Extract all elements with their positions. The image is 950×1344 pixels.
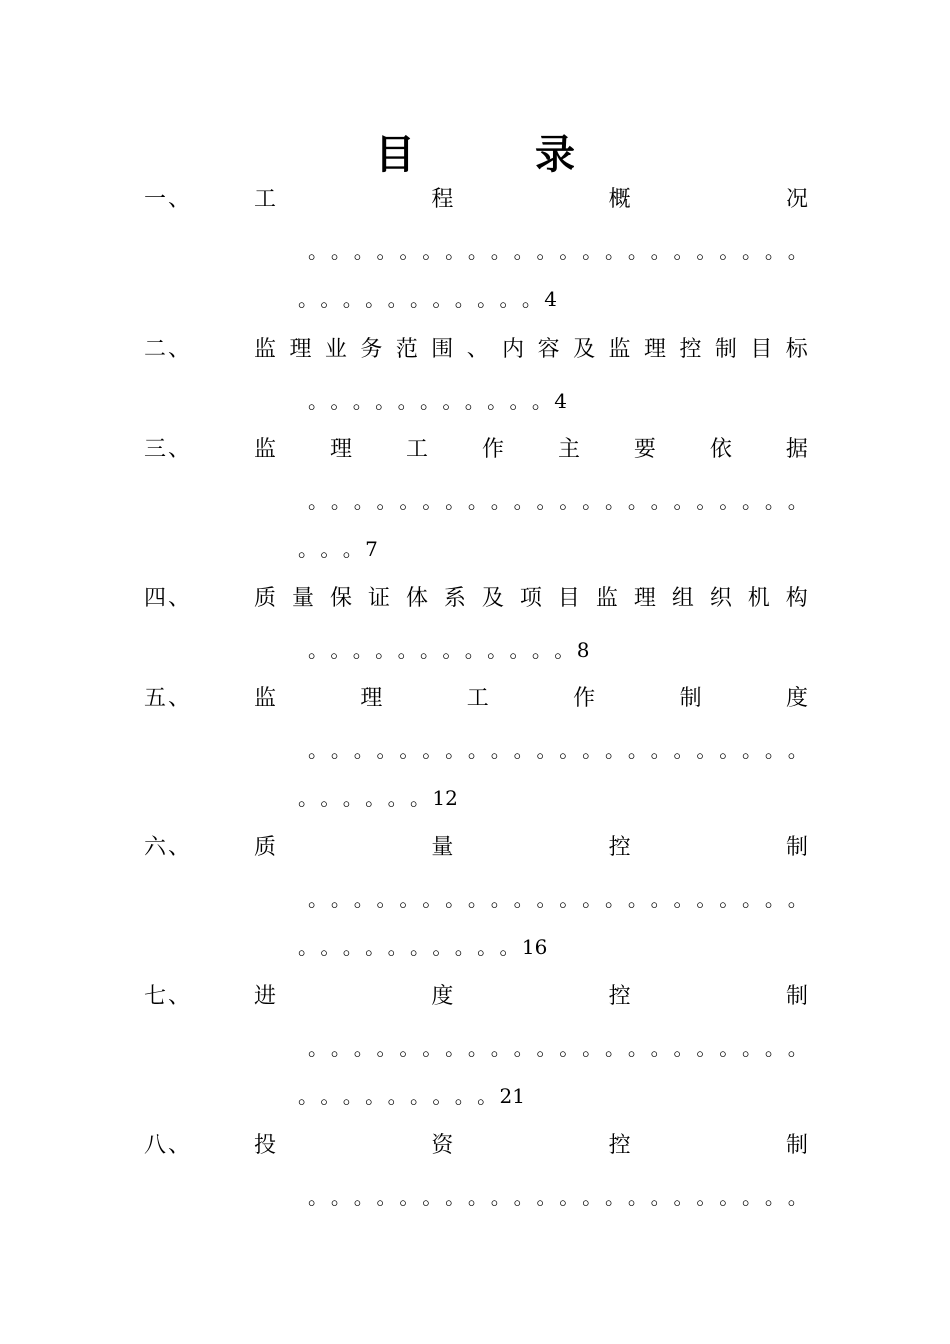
toc-title-char: 围 bbox=[431, 337, 454, 362]
toc-page-number: 21 bbox=[499, 1084, 525, 1108]
page-title bbox=[0, 125, 950, 185]
toc-entry-number: 一、 bbox=[144, 187, 193, 212]
toc-title-char: 工 bbox=[466, 686, 489, 711]
dot-leader-tail: 。 。 。 。 。 。 。 。 。 。 。 4 bbox=[298, 279, 557, 319]
toc-entry-number: 五、 bbox=[144, 686, 193, 711]
dot-leader-tail: 。 。 。 。 。 。 。 。 。 。 。 4 bbox=[308, 381, 567, 421]
toc-title-char: 监 bbox=[608, 337, 631, 362]
dot-leader-tail: 。 。 。 。 。 。 12 bbox=[298, 778, 458, 818]
toc-title-char: 内 bbox=[502, 337, 525, 362]
toc-title-char: 要 bbox=[633, 437, 656, 462]
toc-title-char: 投 bbox=[254, 1133, 277, 1158]
toc-title-char: 系 bbox=[443, 586, 466, 611]
toc-title-char: 量 bbox=[291, 586, 314, 611]
dot-leader: 。 。 。 。 。 。 。 。 。 。 。 。 。 。 。 。 。 。 。 。 。 。 bbox=[308, 239, 808, 263]
toc-entry-number: 六、 bbox=[144, 835, 193, 860]
toc-title-char: 据 bbox=[785, 437, 808, 462]
toc-title-char: 工 bbox=[254, 187, 277, 212]
page-title-char: 录 bbox=[535, 131, 575, 178]
toc-title-char: 控 bbox=[679, 337, 702, 362]
dot-leader: 。 。 。 。 。 。 。 。 。 。 。 。 。 。 。 。 。 。 。 。 。 。 bbox=[308, 1036, 808, 1060]
toc-title-char: 理 bbox=[329, 437, 352, 462]
toc-title-char: 证 bbox=[367, 586, 390, 611]
dot-leader: 。 。 。 。 。 。 。 。 。 。 。 。 。 。 。 。 。 。 。 。 。 。 bbox=[308, 1185, 808, 1209]
toc-entry-title bbox=[254, 977, 808, 1017]
toc-title-char: 目 bbox=[557, 586, 580, 611]
toc-title-char: 程 bbox=[431, 187, 454, 212]
toc-title-char: 制 bbox=[785, 1133, 808, 1158]
toc-page-number: 8 bbox=[576, 638, 590, 662]
toc-title-char: 作 bbox=[573, 686, 596, 711]
toc-title-char: 制 bbox=[785, 835, 808, 860]
toc-entry-title bbox=[254, 679, 808, 719]
toc-page-number: 4 bbox=[554, 389, 568, 413]
toc-title-char: 况 bbox=[785, 187, 808, 212]
toc-title-char: 监 bbox=[254, 437, 277, 462]
toc-title-char: 、 bbox=[466, 337, 489, 362]
toc-title-char: 监 bbox=[254, 686, 277, 711]
dot-leader: 。 。 。 。 。 。 。 。 。 。 。 。 。 。 。 。 。 。 。 。 。 。 bbox=[308, 887, 808, 911]
toc-entry-number: 七、 bbox=[144, 984, 193, 1009]
toc-entry-title bbox=[254, 828, 808, 868]
dot-leader-tail: 。 。 。 。 。 。 。 。 。 。 16 bbox=[298, 927, 547, 967]
toc-title-char: 机 bbox=[747, 586, 770, 611]
toc-title-char: 体 bbox=[405, 586, 428, 611]
toc-entry-title bbox=[254, 180, 808, 220]
toc-entry-title bbox=[254, 579, 808, 619]
toc-title-char: 容 bbox=[537, 337, 560, 362]
toc-title-char: 标 bbox=[785, 337, 808, 362]
toc-page-number: 4 bbox=[544, 287, 558, 311]
dot-leader: 。 。 。 。 。 。 。 。 。 。 。 。 。 。 。 。 。 。 。 。 。 。 bbox=[308, 738, 808, 762]
toc-title-char: 概 bbox=[608, 187, 631, 212]
toc-title-char: 控 bbox=[608, 1133, 631, 1158]
dot-leader: 。 。 。 。 。 。 。 。 。 。 。 。 。 。 。 。 。 。 。 。 。 。 bbox=[308, 489, 808, 513]
toc-entry-title bbox=[254, 430, 808, 470]
toc-title-char: 构 bbox=[785, 586, 808, 611]
toc-title-char: 工 bbox=[405, 437, 428, 462]
toc-title-char: 理 bbox=[289, 337, 312, 362]
toc-title-char: 质 bbox=[254, 835, 277, 860]
toc-entry-title bbox=[254, 1126, 808, 1166]
toc-title-char: 控 bbox=[608, 984, 631, 1009]
dot-leader-tail: 。 。 。 。 。 。 。 。 。 21 bbox=[298, 1076, 525, 1116]
toc-title-char: 项 bbox=[519, 586, 542, 611]
toc-title-char: 制 bbox=[714, 337, 737, 362]
toc-entry-number: 三、 bbox=[144, 437, 193, 462]
dot-leader-tail: 。 。 。 7 bbox=[298, 529, 378, 569]
toc-entry-title bbox=[254, 330, 808, 370]
toc-title-char: 及 bbox=[573, 337, 596, 362]
toc-title-char: 保 bbox=[329, 586, 352, 611]
toc-title-char: 理 bbox=[643, 337, 666, 362]
toc-title-char: 度 bbox=[431, 984, 454, 1009]
dot-leader-tail: 。 。 。 。 。 。 。 。 。 。 。 。 8 bbox=[308, 630, 589, 670]
toc-title-char: 务 bbox=[360, 337, 383, 362]
toc-title-char: 控 bbox=[608, 835, 631, 860]
toc-page-number: 7 bbox=[365, 537, 378, 561]
toc-page-number: 16 bbox=[521, 935, 548, 959]
toc-title-char: 主 bbox=[557, 437, 580, 462]
toc-title-char: 组 bbox=[671, 586, 694, 611]
toc-title-char: 进 bbox=[254, 984, 277, 1009]
toc-title-char: 度 bbox=[785, 686, 808, 711]
toc-title-char: 作 bbox=[481, 437, 504, 462]
toc-entry-number: 八、 bbox=[144, 1133, 193, 1158]
toc-title-char: 监 bbox=[254, 337, 277, 362]
toc-title-char: 业 bbox=[324, 337, 347, 362]
toc-title-char: 量 bbox=[431, 835, 454, 860]
toc-title-char: 制 bbox=[785, 984, 808, 1009]
toc-title-char: 及 bbox=[481, 586, 504, 611]
toc-title-char: 目 bbox=[750, 337, 773, 362]
toc-title-char: 范 bbox=[395, 337, 418, 362]
toc-title-char: 监 bbox=[595, 586, 618, 611]
toc-title-char: 质 bbox=[254, 586, 277, 611]
toc-title-char: 制 bbox=[679, 686, 702, 711]
toc-title-char: 资 bbox=[431, 1133, 454, 1158]
toc-title-char: 织 bbox=[709, 586, 732, 611]
toc-entry-number: 四、 bbox=[144, 586, 193, 611]
toc-title-char: 理 bbox=[360, 686, 383, 711]
toc-title-char: 依 bbox=[709, 437, 732, 462]
toc-entry-number: 二、 bbox=[144, 337, 193, 362]
toc-title-char: 理 bbox=[633, 586, 656, 611]
page-title-char: 目 bbox=[375, 131, 415, 178]
toc-page-number: 12 bbox=[432, 786, 458, 810]
